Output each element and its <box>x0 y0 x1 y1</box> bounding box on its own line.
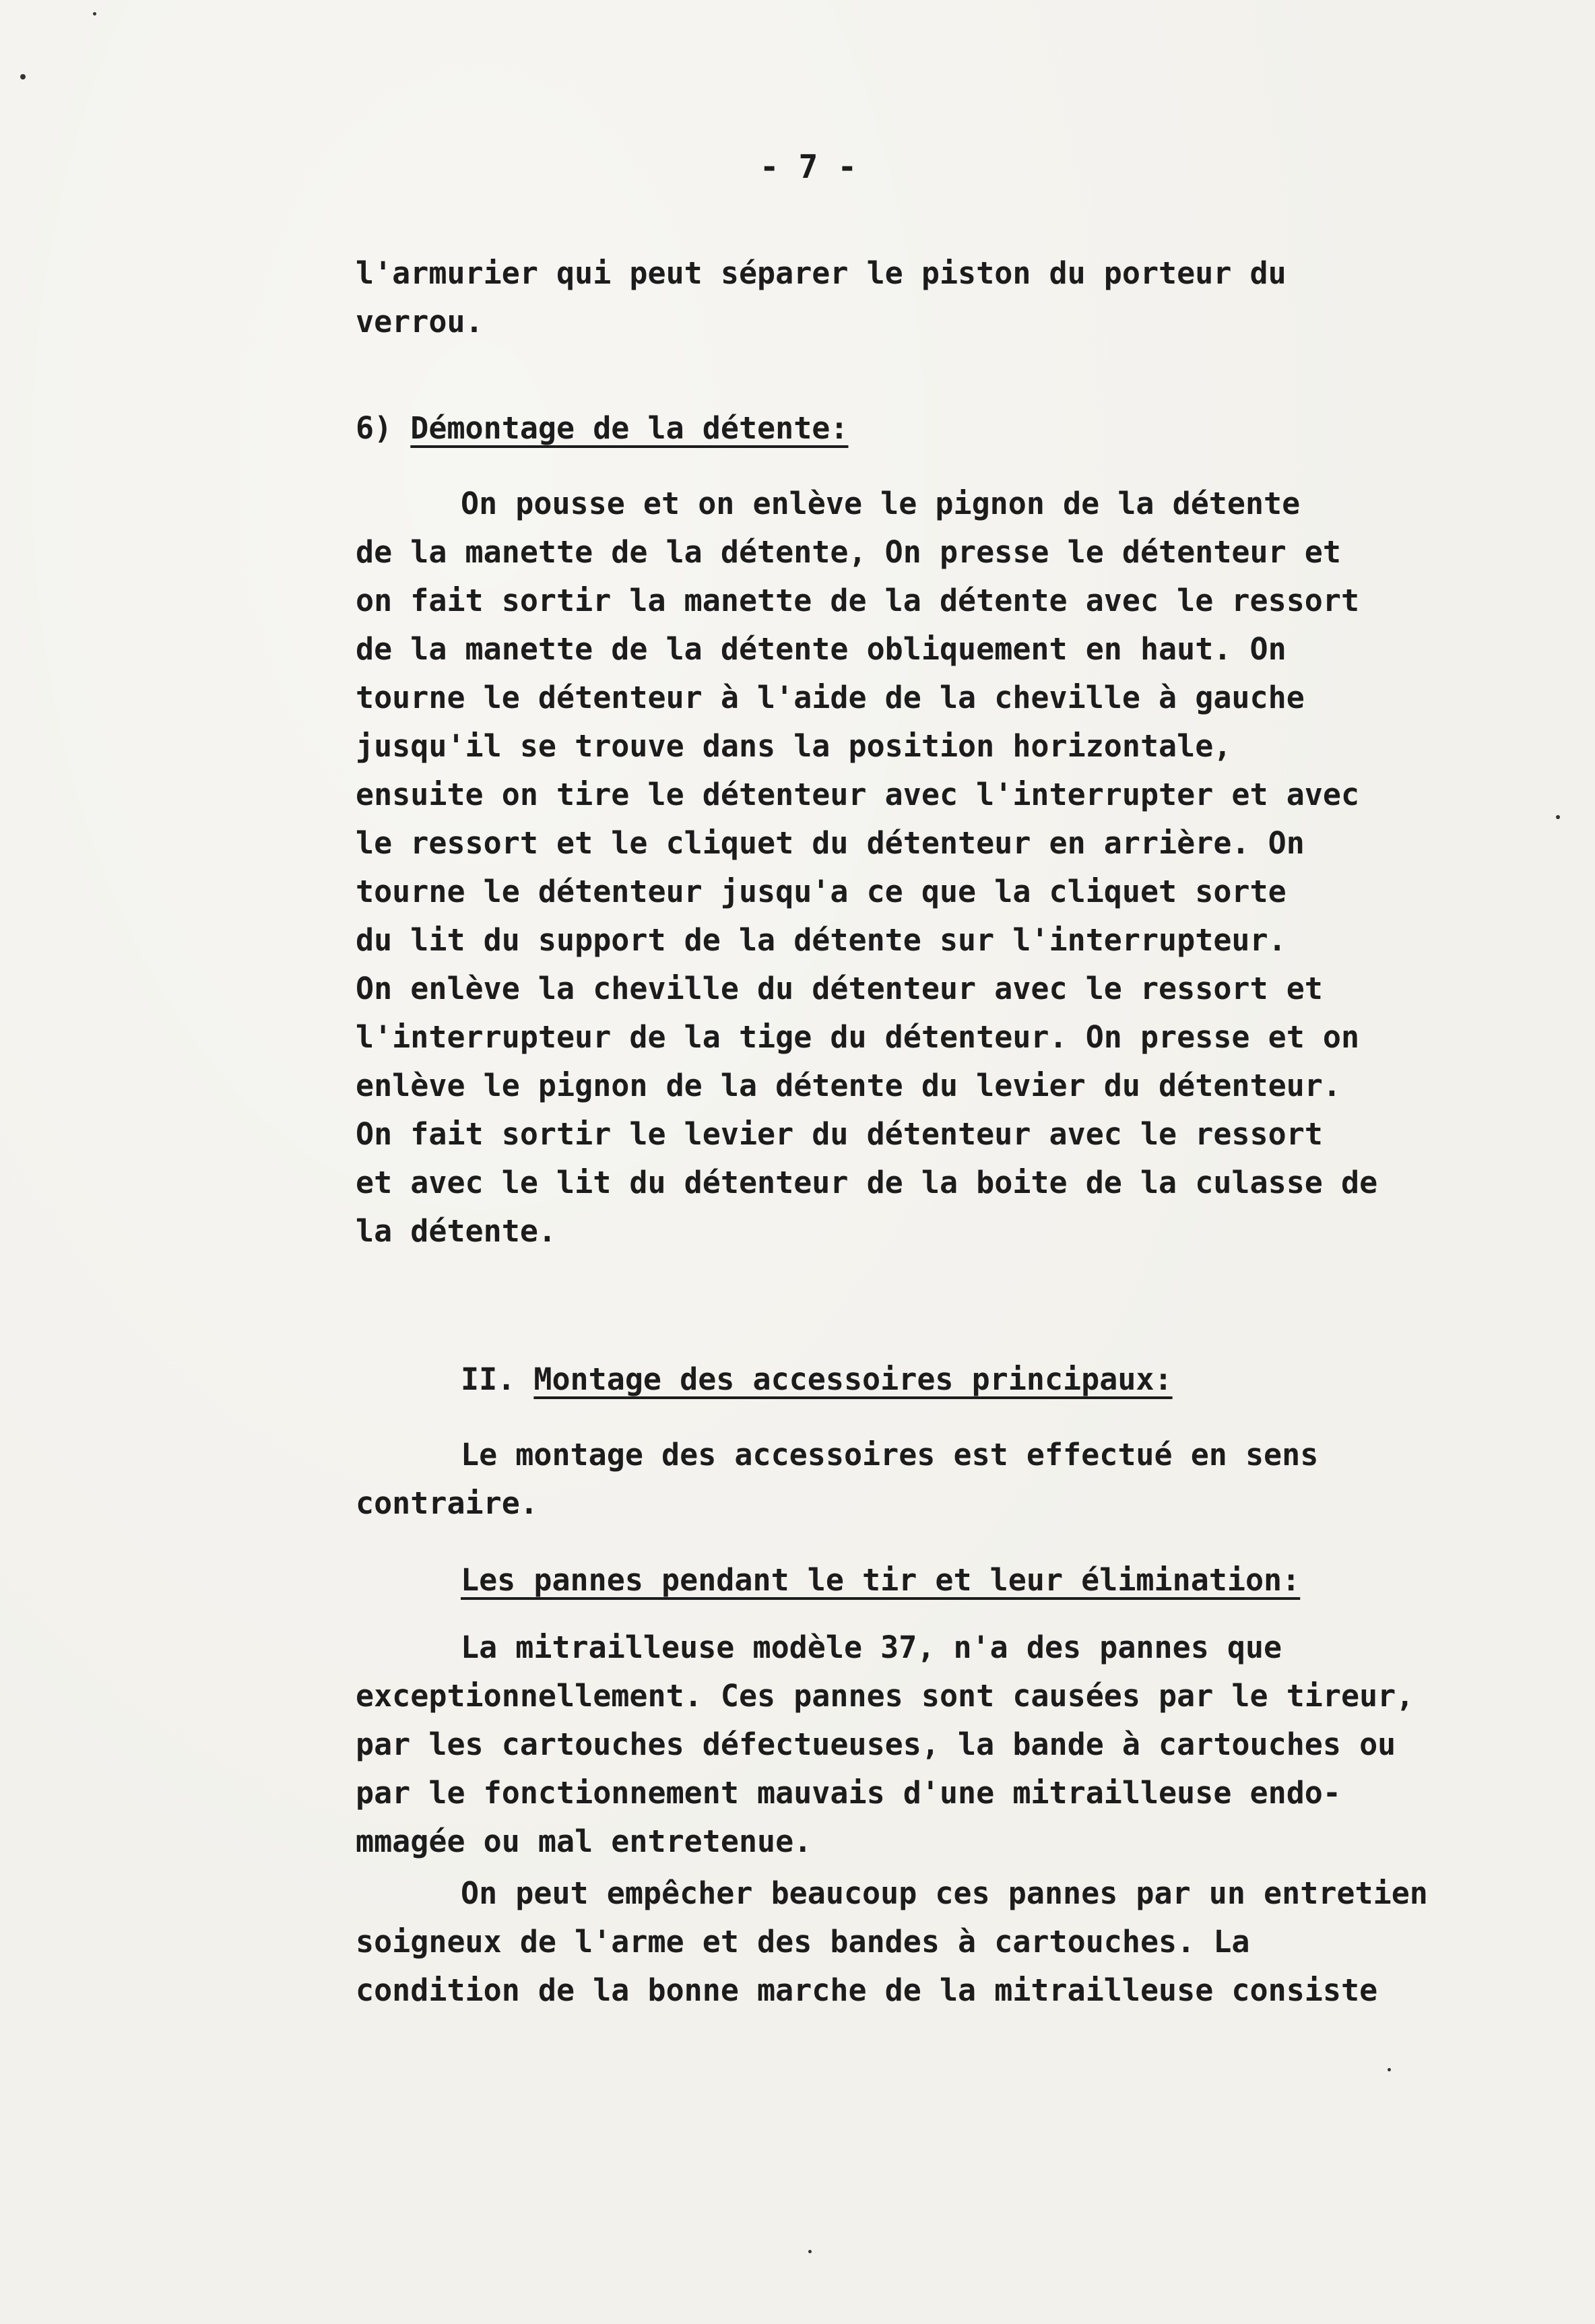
text-line: l'interrupteur de la tige du détenteur. On presse et on <box>356 1019 1360 1055</box>
pannes-paragraph-2 <box>356 1869 1561 2015</box>
section-6-body <box>356 480 1561 1256</box>
text-line: On enlève la cheville du détenteur avec le ressort et <box>356 971 1323 1006</box>
pannes-title: Les pannes pendant le tir et leur élimination: <box>461 1562 1301 1598</box>
text-line: verrou. <box>356 304 484 340</box>
text-line: La mitrailleuse modèle 37, n'a des pannes que <box>461 1629 1282 1665</box>
section-ii-body <box>356 1431 1561 1528</box>
scan-speck <box>1556 815 1560 819</box>
section-6-title: Démontage de la détente: <box>410 410 849 446</box>
text-line: contraire. <box>356 1485 538 1521</box>
text-line: tourne le détenteur à l'aide de la cheville à gauche <box>356 680 1305 715</box>
text-line: Le montage des accessoires est effectué en sens <box>461 1437 1319 1473</box>
text-line: exceptionnellement. Ces pannes sont causées par le tireur, <box>356 1678 1414 1714</box>
text-line: la détente. <box>356 1213 557 1249</box>
text-line: tourne le détenteur jusqu'a ce que la cliquet sorte <box>356 874 1287 909</box>
text-line: On pousse et on enlève le pignon de la détente <box>461 486 1301 521</box>
scan-speck <box>808 2250 812 2253</box>
text-line: l'armurier qui peut séparer le piston du porteur du <box>356 255 1287 291</box>
section-ii-title: Montage des accessoires principaux: <box>533 1361 1173 1397</box>
text-line: on fait sortir la manette de la détente avec le ressort <box>356 583 1360 618</box>
text-line: On fait sortir le levier du détenteur avec le ressort <box>356 1116 1323 1152</box>
pannes-heading <box>356 1556 1561 1605</box>
scan-speck <box>93 12 96 15</box>
section-ii-heading <box>356 1355 1561 1404</box>
text-line: de la manette de la détente obliquement en haut. On <box>356 631 1287 667</box>
text-line: soigneux de l'arme et des bandes à cartouches. La <box>356 1924 1250 1960</box>
text-line: le ressort et le cliquet du détenteur en arrière. On <box>356 825 1305 861</box>
text-line: On peut empêcher beaucoup ces pannes par un entretien <box>461 1875 1428 1911</box>
scan-speck <box>20 74 26 79</box>
text-line: du lit du support de la détente sur l'interrupteur. <box>356 922 1287 958</box>
text-line: de la manette de la détente, On presse le détenteur et <box>356 534 1341 570</box>
intro-paragraph <box>356 249 1561 346</box>
text-line: par le fonctionnement mauvais d'une mitrailleuse endo- <box>356 1775 1341 1811</box>
text-line: condition de la bonne marche de la mitrailleuse consiste <box>356 1972 1378 2008</box>
scan-speck <box>1388 2068 1391 2071</box>
page-number: - 7 - <box>759 148 857 186</box>
section-6-heading <box>356 404 1561 453</box>
text-line: enlève le pignon de la détente du levier du détenteur. <box>356 1068 1341 1103</box>
text-line: mmagée ou mal entretenue. <box>356 1823 812 1859</box>
pannes-paragraph-1 <box>356 1623 1561 1866</box>
text-line: par les cartouches défectueuses, la bande à cartouches ou <box>356 1726 1396 1762</box>
text-line: et avec le lit du détenteur de la boite de la culasse de <box>356 1165 1378 1200</box>
section-6-number: 6) <box>356 410 393 446</box>
section-ii-number: II. <box>461 1361 516 1397</box>
text-line: ensuite on tire le détenteur avec l'interrupter et avec <box>356 777 1360 812</box>
text-line: jusqu'il se trouve dans la position horizontale, <box>356 728 1232 764</box>
